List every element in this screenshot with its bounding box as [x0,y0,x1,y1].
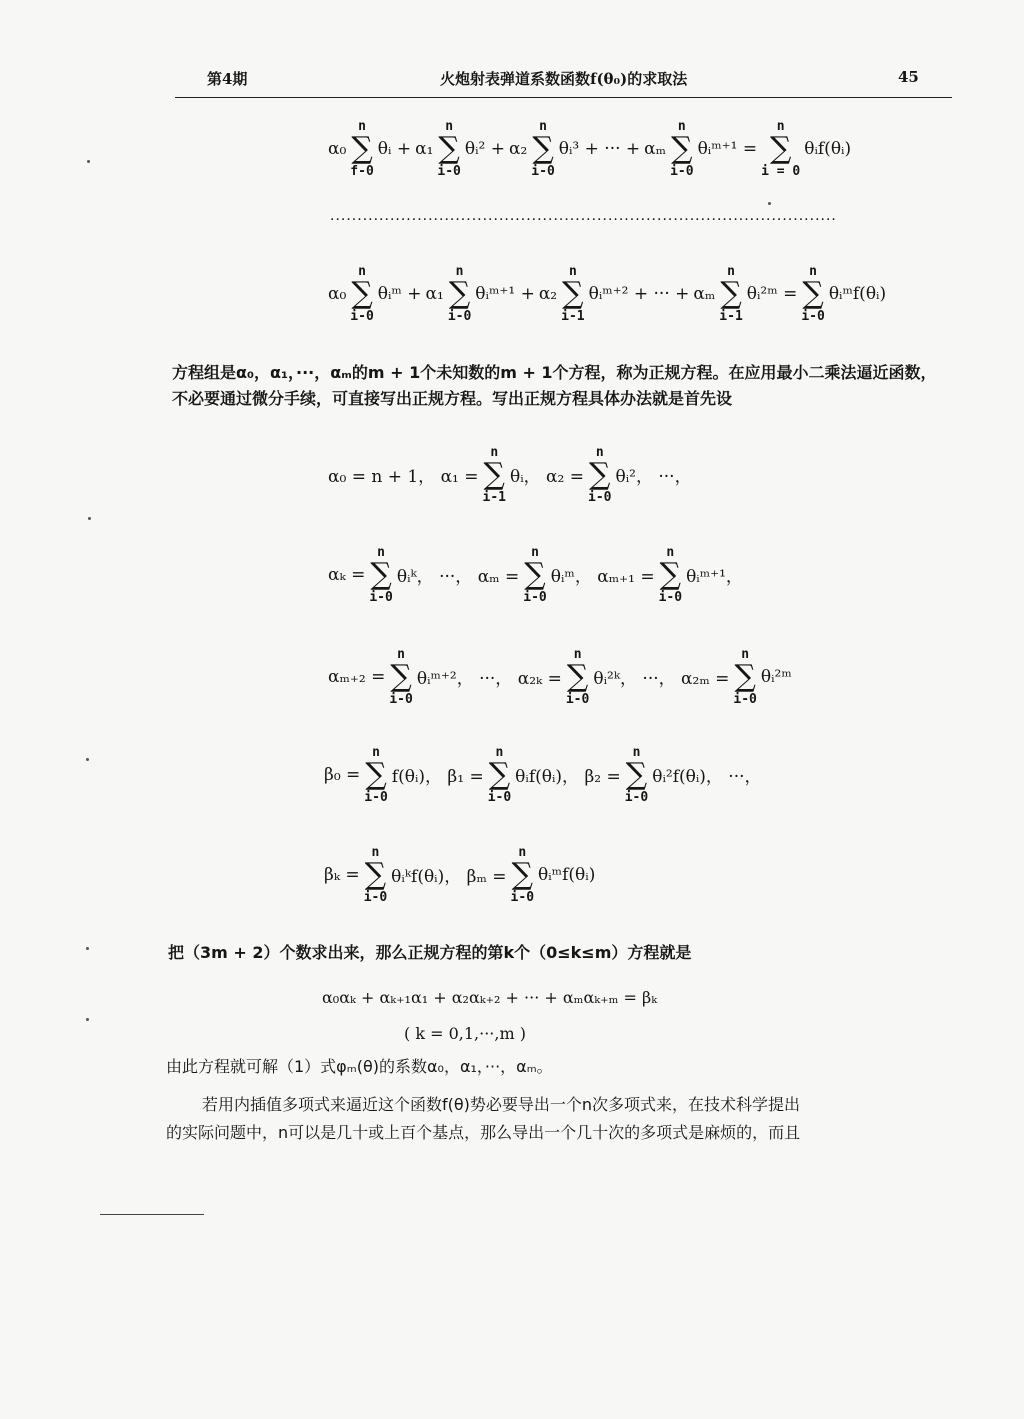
definition-line-1 [326,446,694,504]
eq-term: θᵢ³ + ··· + [558,138,641,159]
eq-term: θᵢᵐf(θᵢ) [828,283,887,304]
summation-symbol: n ∑ i-0 [670,119,694,179]
paragraph-interpolation-line2: 的实际问题中，n可以是几十或上百个基点，那么导出一个几十次的多项式是麻烦的，而且 [166,1123,801,1142]
definition-line-2 [326,546,745,604]
scan-speck [87,160,90,163]
eq-term: α₁ [415,138,434,159]
eq-term: αₘ [693,283,716,304]
eq-term: α₀ [328,283,347,304]
summation-symbol: n ∑ i-0 [363,845,388,905]
eq-term: θᵢᵐ⁺² + ··· + [588,283,690,304]
summation-symbol: n ∑ i-0 [510,845,535,905]
paragraph-interpolation-line1: 若用内插值多项式来逼近这个函数f(θ)势必要导出一个n次多项式来，在技术科学提出 [202,1095,801,1114]
summation-symbol: n ∑ i-0 [350,264,374,324]
scan-speck [86,1018,89,1021]
eq-term: αₘ₊₂ = [328,666,386,687]
eq-term: α₂ [509,138,528,159]
summation-symbol: n ∑ i-0 [588,445,612,505]
definition-line-5 [322,846,597,904]
summation-symbol: n ∑ i-0 [369,545,393,605]
running-title: 火炮射表弹道系数函数f(θ₀)的求取法 [440,70,688,88]
eq-term: θᵢᵐ⁺¹ = [697,138,758,159]
eq-term: θᵢᵐ， αₘ₊₁ = [550,567,655,588]
footnote-rule [100,1214,204,1215]
summation-symbol: n ∑ i-0 [565,647,590,707]
summation-symbol: n ∑ i-0 [733,647,757,707]
summation-symbol: n ∑ i-0 [364,745,388,805]
equation-last-row [326,265,888,323]
definition-line-4 [322,746,764,804]
header-rule [175,97,952,98]
eq-term: βₖ = [324,864,360,885]
scan-speck [86,758,89,761]
summation-symbol: n ∑ i-0 [389,647,413,707]
summation-symbol: n ∑ i-0 [523,545,547,605]
eq-term: f(θᵢ)， β₁ = [391,767,484,788]
eq-term: θᵢ²ᵐ [760,666,792,687]
definition-line-3 [326,648,794,706]
scan-speck [768,202,771,205]
eq-term: θᵢᵐf(θᵢ) [538,864,596,885]
eq-term: α₁ [425,283,444,304]
summation-symbol: n ∑ i-0 [437,119,461,179]
eq-term: θᵢᵐ⁺²， ···， α₂ₖ = [416,669,562,690]
summation-symbol: n ∑ i-0 [531,119,555,179]
summation-symbol: n ∑ i-0 [487,745,512,805]
eq-term: θᵢ， α₂ = [510,467,585,488]
scan-speck [88,517,91,520]
issue-label: 第4期 [207,70,248,88]
summation-symbol: n ∑ i-1 [561,264,585,324]
eq-term: β₀ = [324,764,361,785]
eq-term: α₀ [328,138,347,159]
equation-first-row [326,120,853,178]
kth-equation-condition: ( k = 0,1,···,m ) [404,1024,526,1043]
summation-symbol: n ∑ i = 0 [761,119,801,179]
kth-normal-equation: α₀αₖ + αₖ₊₁α₁ + α₂αₖ₊₂ + ··· + αₘαₖ₊ₘ = βₖ [322,988,658,1007]
summation-symbol: n ∑ i-1 [719,264,743,324]
eq-term: θᵢᵏf(θᵢ)， βₘ = [391,867,507,888]
paragraph-normal-equations: 方程组是α₀，α₁，···，αₘ的m + 1个未知数的m + 1个方程，称为正规方程。在应用最小二乘法逼近函数，不必要通过微分手续，可直接写出正规方程。写出正规方程具体办法就是首先设 [172,363,937,408]
summation-symbol: n ∑ i-0 [447,264,472,324]
paragraph-kth-equation: 把（3m + 2）个数求出来，那么正规方程的第k个（0≤k≤m）方程就是 [168,943,692,962]
summation-symbol: n ∑ i-0 [658,545,683,605]
summation-symbol: n ∑ i-1 [482,445,506,505]
eq-term: θᵢ²， ···， [615,467,692,488]
eq-term: α₀ = n + 1， α₁ = [328,467,479,488]
eq-term: θᵢ² + [464,138,505,159]
summation-symbol: n ∑ i-0 [801,264,825,324]
summation-symbol: n ∑ i-0 [624,745,649,805]
eq-term: θᵢᵐ⁺¹， [686,567,743,588]
eq-term: θᵢ²f(θᵢ)， ···， [652,767,762,788]
eq-term: αₖ = [328,564,366,585]
page-number: 45 [898,68,919,86]
eq-term: θᵢ + [377,138,412,159]
summation-symbol: n ∑ f-0 [350,119,374,179]
paragraph-solve-coefficients: 由此方程就可解（1）式φₘ(θ)的系数α₀，α₁，···，αₘ。 [166,1057,553,1076]
eq-term: θᵢᵐ + [377,283,422,304]
eq-term: αₘ [644,138,667,159]
eq-term: θᵢf(θᵢ)， β₂ = [515,767,621,788]
scan-speck [86,947,89,950]
eq-term: θᵢ²ᵐ = [746,283,798,304]
eq-term: θᵢ²ᵏ， ···， α₂ₘ = [593,669,730,690]
ellipsis-dots: ····························································································· [330,212,837,228]
eq-term: α₂ [538,283,558,304]
eq-term: θᵢf(θᵢ) [804,138,852,159]
eq-term: θᵢᵏ， ···， αₘ = [396,567,520,588]
eq-term: θᵢᵐ⁺¹ + [475,283,535,304]
